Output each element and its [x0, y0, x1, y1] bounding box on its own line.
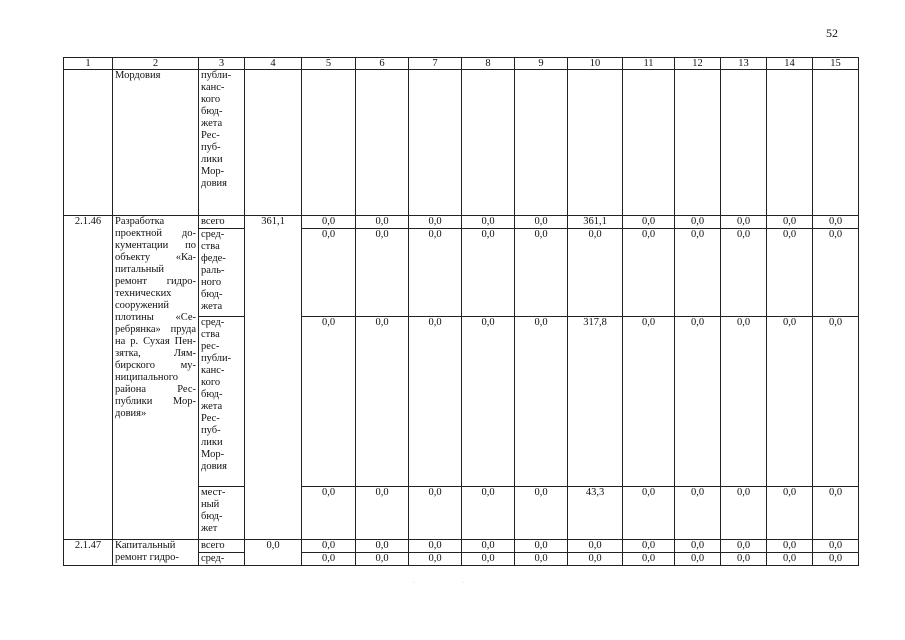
value-cell: 0,0	[302, 487, 356, 540]
value-cell: 0,0	[302, 317, 356, 487]
value-cell: 0,0	[302, 553, 356, 566]
value-cell	[568, 70, 623, 216]
value-cell: 0,0	[515, 317, 568, 487]
scan-dot: ·	[462, 580, 464, 586]
value-cell: 0,0	[767, 553, 813, 566]
value-cell: 0,0	[813, 317, 859, 487]
column-header: 4	[245, 58, 302, 70]
budget-table	[63, 57, 859, 566]
source-cell: сред- ства феде- раль- ного бюд- жета	[199, 229, 245, 317]
column-header: 8	[462, 58, 515, 70]
value-cell: 0,0	[568, 229, 623, 317]
value-cell	[675, 70, 721, 216]
value-cell: 0,0	[515, 216, 568, 229]
code-cell	[64, 70, 113, 216]
value-cell: 0,0	[813, 487, 859, 540]
total-cell	[245, 70, 302, 216]
column-header: 14	[767, 58, 813, 70]
value-cell: 0,0	[462, 216, 515, 229]
value-cell: 317,8	[568, 317, 623, 487]
value-cell: 0,0	[568, 540, 623, 553]
value-cell	[356, 70, 409, 216]
column-header: 15	[813, 58, 859, 70]
value-cell: 0,0	[813, 540, 859, 553]
scan-dot: ·	[413, 580, 415, 586]
column-header: 6	[356, 58, 409, 70]
value-cell: 0,0	[813, 553, 859, 566]
value-cell: 0,0	[623, 216, 675, 229]
page-number: 52	[826, 26, 838, 40]
column-header: 2	[113, 58, 199, 70]
value-cell: 0,0	[409, 216, 462, 229]
value-cell: 0,0	[767, 317, 813, 487]
name-cell: Мордовия	[113, 70, 199, 216]
column-header: 5	[302, 58, 356, 70]
item-name: Капитальный ремонт гидро-	[113, 540, 199, 566]
value-cell: 0,0	[813, 216, 859, 229]
value-cell: 0,0	[675, 540, 721, 553]
column-header: 1	[64, 58, 113, 70]
value-cell: 0,0	[675, 553, 721, 566]
value-cell: 0,0	[515, 229, 568, 317]
value-cell: 0,0	[623, 317, 675, 487]
column-header: 9	[515, 58, 568, 70]
value-cell: 0,0	[767, 229, 813, 317]
source-cell: всего	[199, 216, 245, 229]
value-cell: 0,0	[767, 540, 813, 553]
total-cell: 0,0	[245, 540, 302, 566]
column-header: 10	[568, 58, 623, 70]
value-cell: 0,0	[767, 216, 813, 229]
item-code: 2.1.46	[64, 216, 113, 540]
value-cell: 0,0	[409, 229, 462, 317]
source-cell: публи- канс- кого бюд- жета Рес- пуб- лики Мор- довия	[199, 70, 245, 216]
value-cell: 0,0	[409, 317, 462, 487]
value-cell	[623, 70, 675, 216]
value-cell	[767, 70, 813, 216]
value-cell: 0,0	[675, 229, 721, 317]
value-cell: 0,0	[462, 540, 515, 553]
total-cell: 361,1	[245, 216, 302, 540]
value-cell: 0,0	[302, 229, 356, 317]
value-cell: 0,0	[409, 540, 462, 553]
source-cell: всего	[199, 540, 245, 553]
source-cell: мест- ный бюд- жет	[199, 487, 245, 540]
value-cell: 0,0	[302, 216, 356, 229]
value-cell	[302, 70, 356, 216]
value-cell: 0,0	[356, 317, 409, 487]
value-cell: 0,0	[462, 229, 515, 317]
value-cell: 0,0	[356, 553, 409, 566]
column-header: 12	[675, 58, 721, 70]
item-code: 2.1.47	[64, 540, 113, 566]
value-cell	[515, 70, 568, 216]
value-cell: 0,0	[356, 216, 409, 229]
value-cell: 0,0	[302, 540, 356, 553]
value-cell: 0,0	[721, 317, 767, 487]
value-cell: 0,0	[356, 487, 409, 540]
value-cell: 0,0	[356, 229, 409, 317]
value-cell: 0,0	[675, 216, 721, 229]
column-header: 13	[721, 58, 767, 70]
value-cell: 0,0	[462, 553, 515, 566]
value-cell	[813, 70, 859, 216]
value-cell: 0,0	[721, 229, 767, 317]
value-cell: 0,0	[515, 540, 568, 553]
value-cell: 0,0	[813, 229, 859, 317]
value-cell: 0,0	[568, 553, 623, 566]
value-cell: 0,0	[675, 487, 721, 540]
table-row	[64, 216, 859, 229]
column-header-row	[64, 58, 859, 70]
value-cell: 0,0	[623, 540, 675, 553]
value-cell: 0,0	[462, 317, 515, 487]
value-cell: 0,0	[721, 487, 767, 540]
value-cell: 0,0	[409, 553, 462, 566]
value-cell: 0,0	[721, 216, 767, 229]
value-cell: 0,0	[721, 553, 767, 566]
value-cell: 361,1	[568, 216, 623, 229]
value-cell: 0,0	[623, 553, 675, 566]
value-cell	[409, 70, 462, 216]
value-cell: 0,0	[721, 540, 767, 553]
value-cell	[721, 70, 767, 216]
table-row	[64, 540, 859, 553]
table-row	[64, 70, 859, 216]
source-cell: сред- ства рес- публи- канс- кого бюд- жета Рес- пуб- лики Мор- довия	[199, 317, 245, 487]
source-cell: сред-	[199, 553, 245, 566]
value-cell: 0,0	[515, 553, 568, 566]
value-cell: 0,0	[623, 229, 675, 317]
value-cell	[462, 70, 515, 216]
value-cell: 0,0	[515, 487, 568, 540]
value-cell: 0,0	[409, 487, 462, 540]
column-header: 7	[409, 58, 462, 70]
column-header: 3	[199, 58, 245, 70]
item-name: Разработка проектной до-кументации по объекту «Ка-питальный ремонт гидро-технических сооружений плотины «Се-ребрянка» пруда на р. Сухая Пен-зятка, Лям-бирского му-ниципального района Рес-публики Мор-довия»	[113, 216, 199, 540]
value-cell: 0,0	[675, 317, 721, 487]
value-cell: 0,0	[623, 487, 675, 540]
value-cell: 0,0	[462, 487, 515, 540]
value-cell: 0,0	[356, 540, 409, 553]
value-cell: 43,3	[568, 487, 623, 540]
column-header: 11	[623, 58, 675, 70]
value-cell: 0,0	[767, 487, 813, 540]
